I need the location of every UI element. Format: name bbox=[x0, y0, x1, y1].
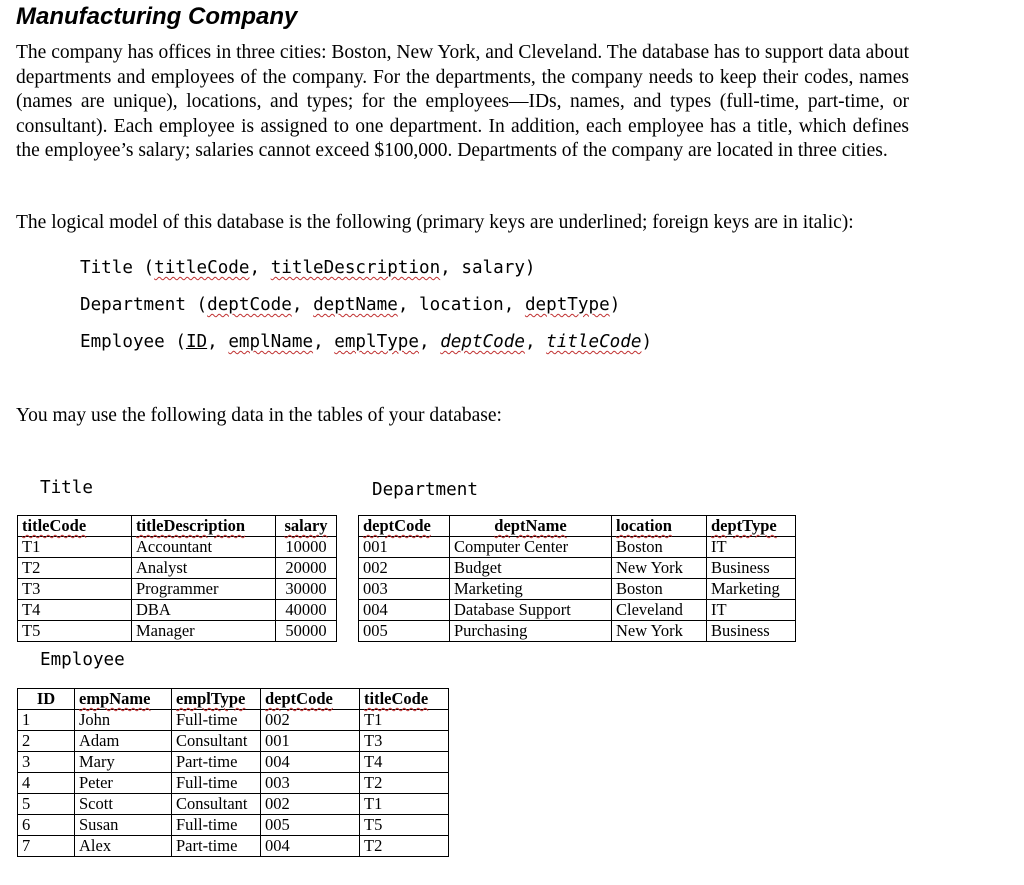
schema-employee-pk: ID bbox=[185, 332, 208, 352]
column-header-text: empName bbox=[79, 689, 151, 708]
table-cell: 005 bbox=[261, 815, 360, 836]
title-table bbox=[17, 515, 337, 642]
table-cell: Full-time bbox=[172, 710, 261, 731]
table-cell: Purchasing bbox=[450, 621, 612, 642]
table-cell: Boston bbox=[612, 579, 707, 600]
schema-punct: , bbox=[249, 258, 271, 278]
table-row bbox=[18, 836, 449, 857]
column-header bbox=[18, 516, 132, 537]
table-cell: T5 bbox=[18, 621, 132, 642]
schema-title-name: Title bbox=[80, 258, 133, 278]
table-cell: Adam bbox=[75, 731, 172, 752]
table-row bbox=[18, 621, 337, 642]
department-table-label: Department bbox=[372, 480, 478, 500]
table-cell: T3 bbox=[18, 579, 132, 600]
schema-title-attr-2: salary bbox=[461, 258, 525, 278]
column-header bbox=[276, 516, 337, 537]
table-cell: 004 bbox=[261, 752, 360, 773]
column-header bbox=[132, 516, 276, 537]
table-cell: T1 bbox=[18, 537, 132, 558]
table-cell: Business bbox=[707, 621, 796, 642]
column-header-text: location bbox=[616, 516, 672, 535]
table-row bbox=[18, 579, 337, 600]
table-cell: 3 bbox=[18, 752, 75, 773]
table-cell: Analyst bbox=[132, 558, 276, 579]
schema-punct: ) bbox=[524, 258, 536, 278]
schema-punct: ( bbox=[164, 332, 186, 352]
table-cell: 6 bbox=[18, 815, 75, 836]
table-row bbox=[18, 537, 337, 558]
schema-title-attr-1: titleDescription bbox=[270, 258, 441, 278]
table-cell: T2 bbox=[18, 558, 132, 579]
column-header bbox=[18, 689, 75, 710]
column-header-text: deptCode bbox=[363, 516, 431, 535]
table-cell: John bbox=[75, 710, 172, 731]
table-cell: Susan bbox=[75, 815, 172, 836]
column-header-text: titleCode bbox=[22, 516, 87, 535]
table-row bbox=[18, 752, 449, 773]
table-cell: T4 bbox=[360, 752, 449, 773]
schema-title-pk: titleCode bbox=[154, 258, 250, 278]
column-header bbox=[359, 516, 450, 537]
table-cell: Accountant bbox=[132, 537, 276, 558]
table-cell: Programmer bbox=[132, 579, 276, 600]
table-header-row bbox=[359, 516, 796, 537]
table-row bbox=[18, 600, 337, 621]
table-row bbox=[18, 794, 449, 815]
column-header bbox=[450, 516, 612, 537]
schema-title bbox=[80, 258, 536, 278]
table-cell: 30000 bbox=[276, 579, 337, 600]
column-header bbox=[360, 689, 449, 710]
table-cell: Scott bbox=[75, 794, 172, 815]
column-header-text: titleDescription bbox=[136, 516, 246, 535]
table-cell: IT bbox=[707, 537, 796, 558]
schema-department bbox=[80, 295, 620, 315]
schema-employee-attr-1: emplName bbox=[228, 332, 314, 352]
table-cell: 001 bbox=[359, 537, 450, 558]
schema-department-attr-1: deptName bbox=[313, 295, 398, 315]
table-cell: Boston bbox=[612, 537, 707, 558]
table-cell: Full-time bbox=[172, 773, 261, 794]
table-cell: 005 bbox=[359, 621, 450, 642]
schema-punct: , bbox=[291, 295, 314, 315]
schema-employee bbox=[80, 332, 652, 352]
table-row bbox=[359, 621, 796, 642]
document-title: Manufacturing Company bbox=[16, 3, 298, 30]
table-cell: Manager bbox=[132, 621, 276, 642]
table-header-row bbox=[18, 516, 337, 537]
schema-employee-attr-2: emplType bbox=[334, 332, 419, 352]
table-cell: Peter bbox=[75, 773, 172, 794]
table-cell: Consultant bbox=[172, 731, 261, 752]
schema-employee-name: Employee bbox=[80, 332, 165, 352]
schema-punct: ) bbox=[641, 332, 653, 352]
column-header bbox=[612, 516, 707, 537]
intro-paragraph: The company has offices in three cities: Boston, New York, and Cleveland. The database has to support data about departments and employees of the company. For the departments, the company needs to keep their codes, names (names are unique), locations, and types; for the employees—IDs, names, and types (full-time, part-time, or consultant). Each employee is assigned to one department. In addition, each employee has a title, which defines the employee’s salary; salaries cannot exceed $100,000. Departments of the company are located in three cities. bbox=[16, 42, 909, 162]
table-cell: T2 bbox=[360, 836, 449, 857]
table-row bbox=[18, 815, 449, 836]
table-row bbox=[18, 558, 337, 579]
table-cell: T2 bbox=[360, 773, 449, 794]
table-cell: 4 bbox=[18, 773, 75, 794]
schema-punct: , bbox=[524, 332, 547, 352]
table-cell: 001 bbox=[261, 731, 360, 752]
column-header-text: deptName bbox=[494, 516, 567, 535]
table-cell: Marketing bbox=[707, 579, 796, 600]
table-cell: 40000 bbox=[276, 600, 337, 621]
table-row bbox=[359, 579, 796, 600]
table-cell: Budget bbox=[450, 558, 612, 579]
column-header bbox=[172, 689, 261, 710]
table-cell: Cleveland bbox=[612, 600, 707, 621]
table-row bbox=[359, 600, 796, 621]
table-cell: 10000 bbox=[276, 537, 337, 558]
schema-punct: , bbox=[440, 258, 462, 278]
table-cell: Database Support bbox=[450, 600, 612, 621]
table-cell: Marketing bbox=[450, 579, 612, 600]
department-table bbox=[358, 515, 796, 642]
schema-punct: ( bbox=[132, 258, 155, 278]
model-paragraph: The logical model of this database is the following (primary keys are underlined; foreign keys are in italic): bbox=[16, 212, 854, 233]
schema-employee-fk-1: deptCode bbox=[440, 332, 525, 352]
table-row bbox=[359, 558, 796, 579]
table-cell: 002 bbox=[359, 558, 450, 579]
table-cell: Part-time bbox=[172, 836, 261, 857]
column-header-text: deptCode bbox=[265, 689, 333, 708]
table-row bbox=[18, 731, 449, 752]
table-cell: Consultant bbox=[172, 794, 261, 815]
column-header-text: emplType bbox=[176, 689, 246, 708]
schema-department-attr-3: deptType bbox=[524, 295, 610, 315]
column-header-text: deptType bbox=[711, 516, 777, 535]
schema-punct: ) bbox=[609, 295, 621, 315]
table-cell: T1 bbox=[360, 794, 449, 815]
schema-department-name: Department bbox=[80, 295, 186, 315]
schema-department-pk: deptCode bbox=[207, 295, 292, 315]
table-cell: Mary bbox=[75, 752, 172, 773]
column-header bbox=[707, 516, 796, 537]
table-cell: 2 bbox=[18, 731, 75, 752]
column-header bbox=[75, 689, 172, 710]
table-cell: New York bbox=[612, 621, 707, 642]
column-header bbox=[261, 689, 360, 710]
column-header-text: salary bbox=[284, 516, 328, 535]
employee-table bbox=[17, 688, 449, 857]
table-cell: T3 bbox=[360, 731, 449, 752]
schema-punct: , bbox=[503, 295, 525, 315]
table-cell: 003 bbox=[359, 579, 450, 600]
table-cell: 7 bbox=[18, 836, 75, 857]
table-cell: 50000 bbox=[276, 621, 337, 642]
table-cell: Business bbox=[707, 558, 796, 579]
table-cell: 003 bbox=[261, 773, 360, 794]
schema-department-attr-2: location bbox=[419, 295, 504, 315]
table-cell: 20000 bbox=[276, 558, 337, 579]
table-cell: Full-time bbox=[172, 815, 261, 836]
schema-punct: , bbox=[207, 332, 229, 352]
table-cell: 004 bbox=[359, 600, 450, 621]
table-cell: Computer Center bbox=[450, 537, 612, 558]
column-header-text: titleCode bbox=[364, 689, 429, 708]
table-cell: New York bbox=[612, 558, 707, 579]
table-cell: T4 bbox=[18, 600, 132, 621]
schema-punct: ( bbox=[185, 295, 208, 315]
schema-punct: , bbox=[397, 295, 419, 315]
table-cell: 002 bbox=[261, 794, 360, 815]
table-cell: Alex bbox=[75, 836, 172, 857]
table-row bbox=[18, 773, 449, 794]
table-cell: IT bbox=[707, 600, 796, 621]
schema-punct: , bbox=[313, 332, 335, 352]
table-row bbox=[359, 537, 796, 558]
data-paragraph: You may use the following data in the tables of your database: bbox=[16, 405, 502, 426]
table-cell: DBA bbox=[132, 600, 276, 621]
table-cell: T1 bbox=[360, 710, 449, 731]
employee-table-label: Employee bbox=[40, 650, 125, 670]
title-table-label: Title bbox=[40, 478, 93, 498]
table-cell: T5 bbox=[360, 815, 449, 836]
table-header-row bbox=[18, 689, 449, 710]
table-cell: 5 bbox=[18, 794, 75, 815]
table-cell: 004 bbox=[261, 836, 360, 857]
table-cell: Part-time bbox=[172, 752, 261, 773]
column-header-text: ID bbox=[36, 689, 56, 708]
table-cell: 002 bbox=[261, 710, 360, 731]
schema-employee-fk-2: titleCode bbox=[546, 332, 642, 352]
table-cell: 1 bbox=[18, 710, 75, 731]
schema-punct: , bbox=[419, 332, 441, 352]
table-row bbox=[18, 710, 449, 731]
